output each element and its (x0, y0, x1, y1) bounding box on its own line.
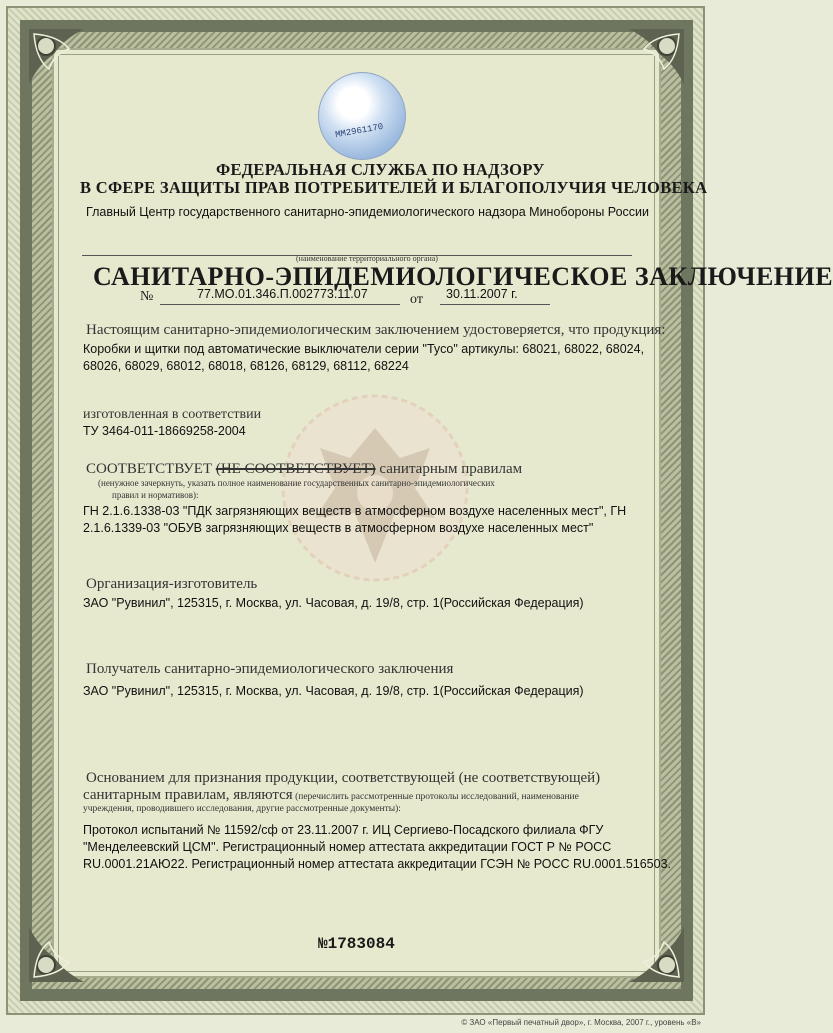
certificate-date: 30.11.2007 г. (446, 287, 518, 301)
printer-footer: © ЗАО «Первый печатный двор», г. Москва, 2007 г., уровень «В» (461, 1018, 701, 1027)
date-underline (440, 304, 550, 305)
territorial-organ: Главный Центр государственного санитарно-эпидемиологического надзора Минобороны России (86, 205, 649, 219)
corner-ornament-icon (24, 917, 94, 987)
product-line-1: Коробки и щитки под автоматические выключатели серии "Tyco" артикулы: 68021, 68022, 68024, (83, 342, 645, 356)
certificate-number: 77.МО.01.346.П.002773.11.07 (197, 287, 368, 301)
technical-spec: ТУ 3464-011-18669258-2004 (83, 424, 246, 438)
header-line-2: В СФЕРЕ ЗАЩИТЫ ПРАВ ПОТРЕБИТЕЛЕЙ И БЛАГОПОЛУЧИЯ ЧЕЛОВЕКА (80, 178, 708, 197)
corner-ornament-icon (24, 24, 94, 94)
basis-line-2 (83, 787, 579, 804)
header-line-1: ФЕДЕРАЛЬНАЯ СЛУЖБА ПО НАДЗОРУ (216, 160, 545, 179)
protocol-line-1: Протокол испытаний № 11592/сф от 23.11.2007 г. ИЦ Сергиево-Посадского филиала ФГУ (83, 823, 604, 837)
coat-of-arms-watermark-icon (280, 388, 470, 608)
manufacturer-value: ЗАО "Рувинил", 125315, г. Москва, ул. Часовая, д. 19/8, стр. 1(Российская Федерация) (83, 596, 584, 610)
corner-ornament-icon (619, 24, 689, 94)
product-line-2: 68026, 68029, 68012, 68018, 68126, 68129, 68112, 68224 (83, 359, 409, 373)
conformity-note-1: (ненужное зачеркнуть, указать полное наименование государственных санитарно-эпидемиологических (98, 478, 495, 488)
protocol-line-2: "Менделеевский ЦСМ". Регистрационный номер аттестата аккредитации ГОСТ Р № РОСС (83, 840, 612, 854)
number-underline (160, 304, 400, 305)
basis-line-1: Основанием для признания продукции, соответствующей (не соответствующей) (86, 770, 601, 786)
manufacturer-label: Организация-изготовитель (86, 576, 258, 592)
conformity-note-2: правил и нормативов): (112, 490, 199, 500)
basis-line-2a: санитарным правилам, являются (83, 787, 293, 803)
document-title: САНИТАРНО-ЭПИДЕМИОЛОГИЧЕСКОЕ ЗАКЛЮЧЕНИЕ (93, 262, 833, 291)
date-label: от (410, 292, 423, 307)
hologram-seal-icon (318, 72, 406, 160)
norm-line-2: 2.1.6.1339-03 "ОБУВ загрязняющих веществ в атмосферном воздухе населенных мест" (83, 521, 594, 535)
product-intro: Настоящим санитарно-эпидемиологическим заключением удостоверяется, что продукция: (86, 322, 666, 338)
conformity-statement (86, 461, 522, 478)
not-conforms-struck: (НЕ СООТВЕТСТВУЕТ) (215, 461, 376, 477)
protocol-line-3: RU.0001.21АЮ22. Регистрационный номер аттестата аккредитации ГСЭН № РОСС RU.0001.516503. (83, 857, 672, 871)
organ-caption: (наименование территориального органа) (296, 254, 438, 263)
manufactured-label: изготовленная в соответствии (83, 407, 262, 422)
corner-ornament-icon (619, 917, 689, 987)
conforms-word: СООТВЕТСТВУЕТ (86, 461, 213, 477)
norm-line-1: ГН 2.1.6.1338-03 "ПДК загрязняющих веществ в атмосферном воздухе населенных мест", ГН (83, 504, 627, 518)
form-number: №1783084 (318, 935, 395, 953)
basis-line-2b: (перечислить рассмотренные протоколы исследований, наименование (292, 792, 579, 802)
recipient-value: ЗАО "Рувинил", 125315, г. Москва, ул. Часовая, д. 19/8, стр. 1(Российская Федерация) (83, 684, 584, 698)
number-label: № (140, 289, 154, 304)
recipient-label: Получатель санитарно-эпидемиологического заключения (86, 661, 454, 677)
conformity-rest: санитарным правилам (375, 461, 523, 477)
hologram-serial: MM2961170 (334, 121, 385, 141)
basis-line-3: учреждения, проводившего исследования, другие рассмотренные документы): (83, 804, 401, 814)
